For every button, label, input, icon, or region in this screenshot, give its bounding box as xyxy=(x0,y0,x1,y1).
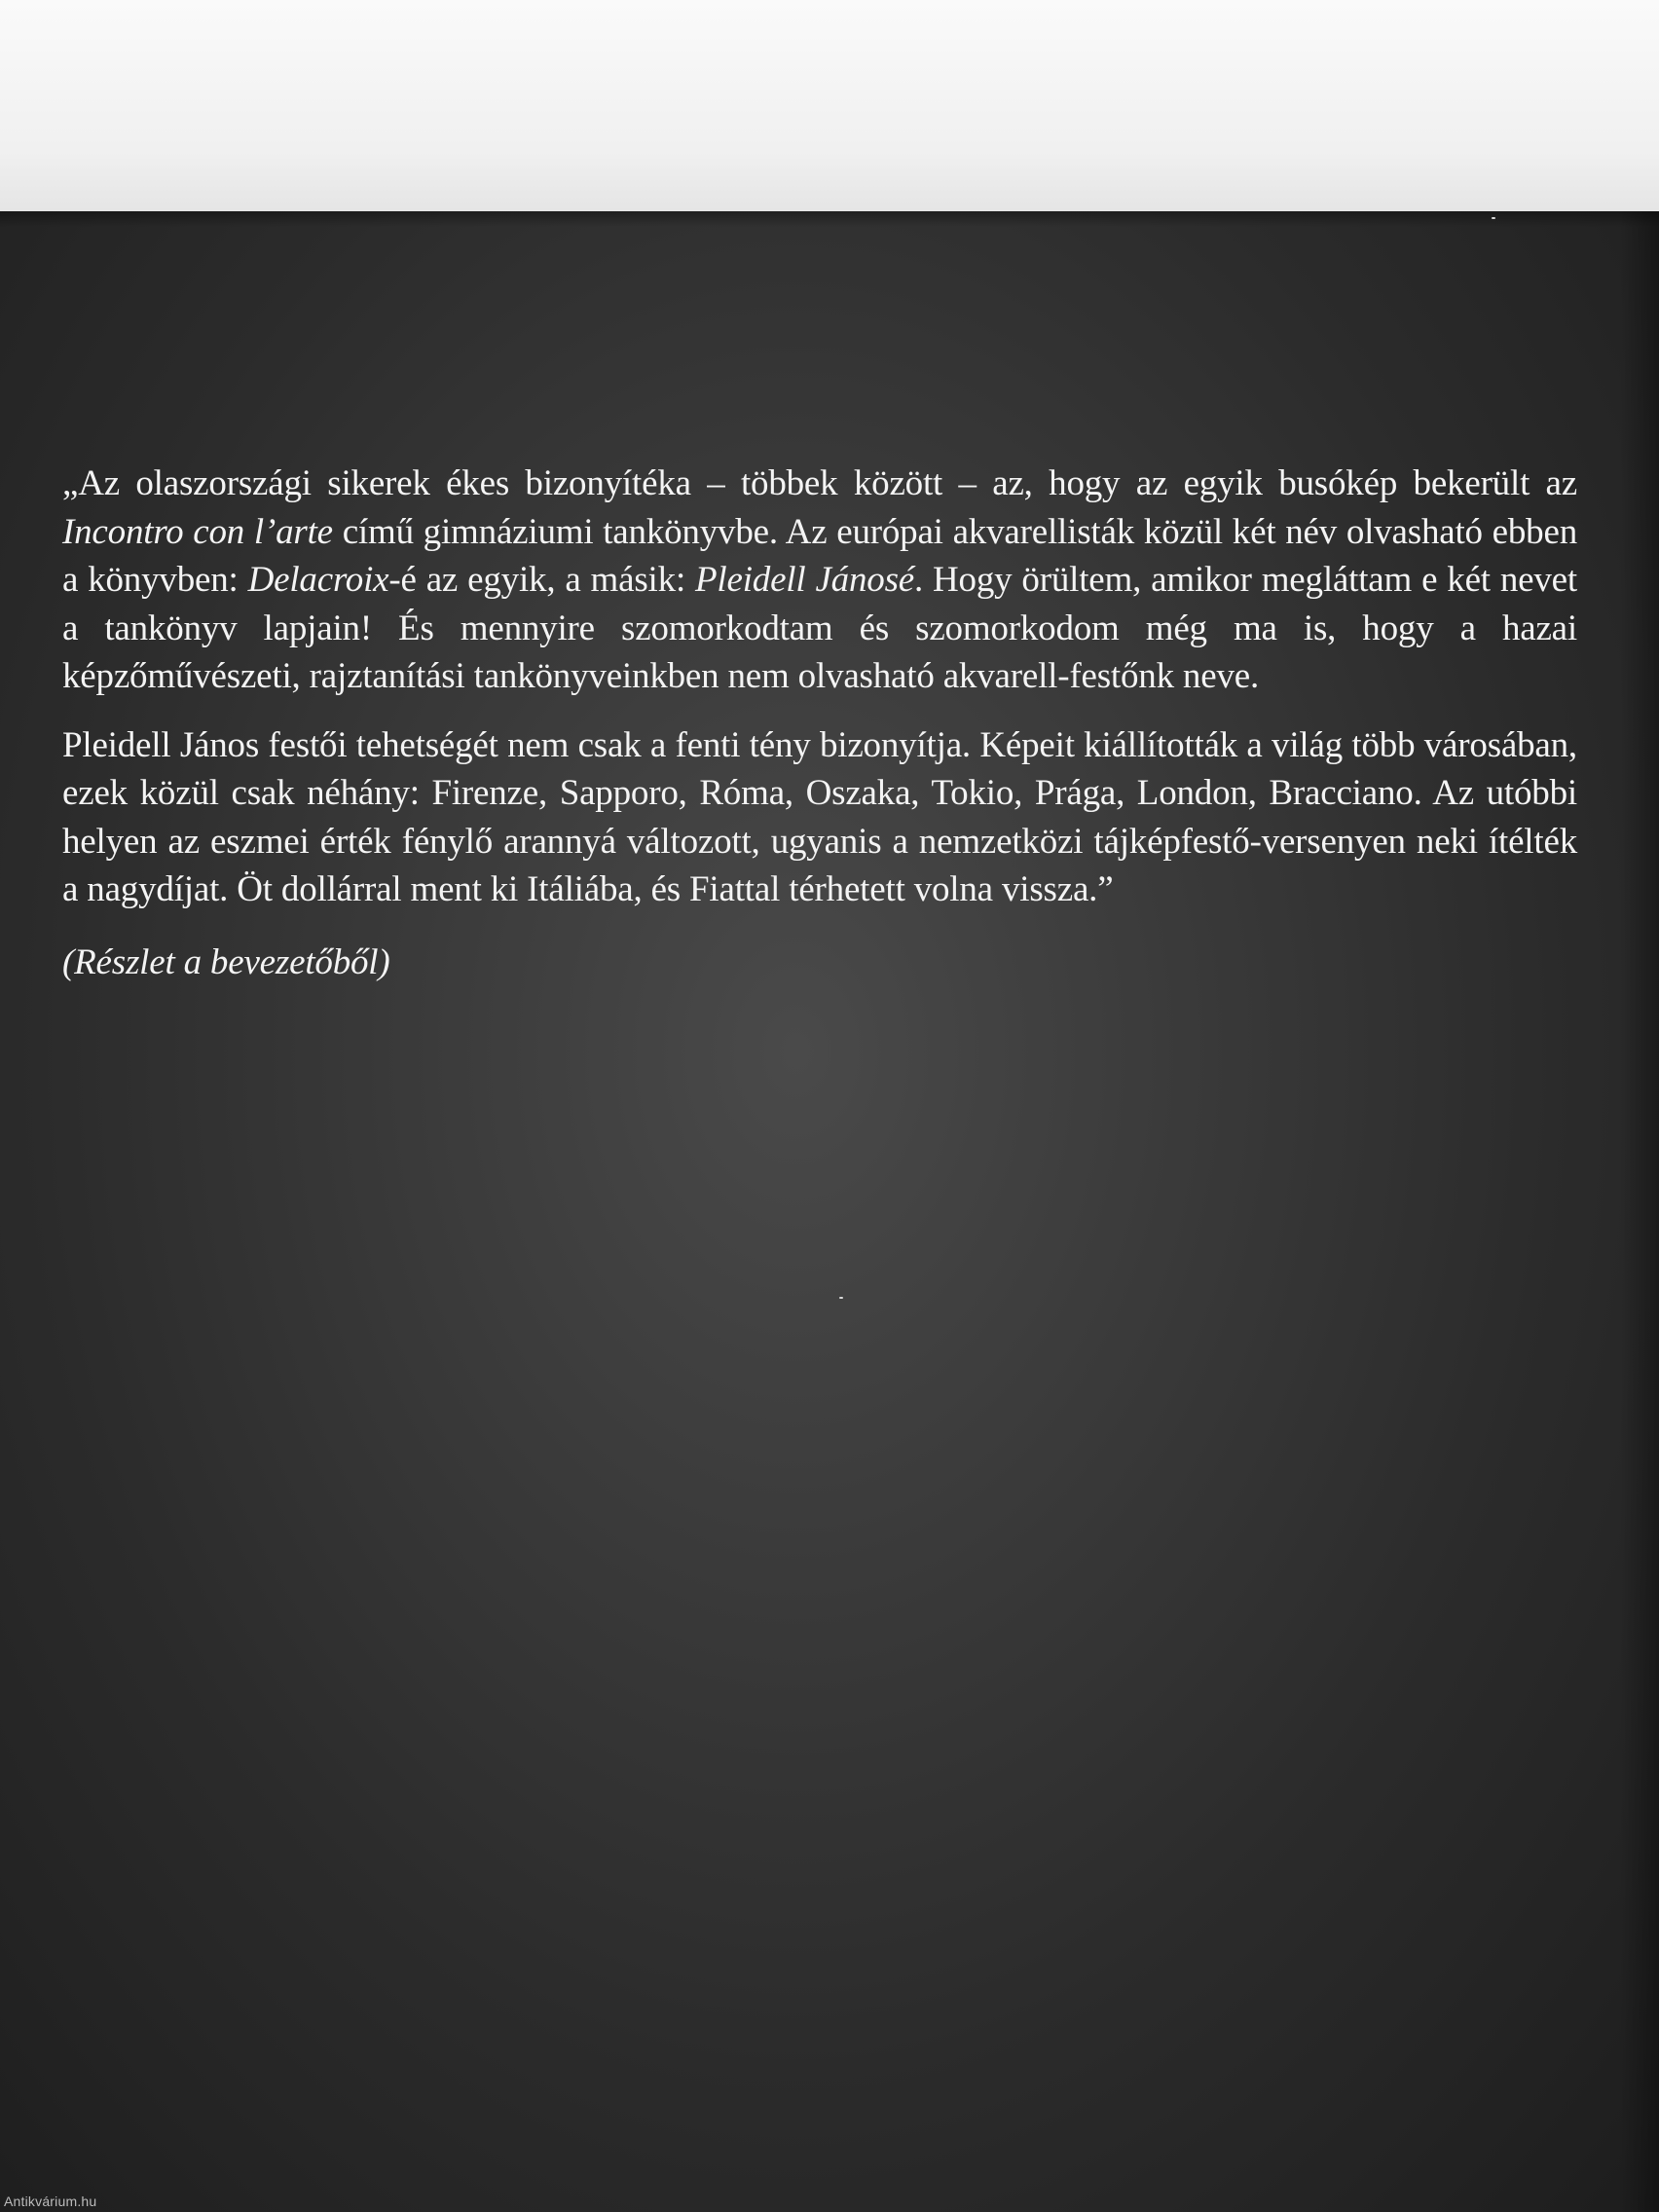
dust-speck xyxy=(839,1297,843,1299)
painter-name-pleidell: Pleidell Jánosé xyxy=(695,560,914,600)
quote-text-segment: . Hogy örültem, amikor megláttam e két nevet a tankönyv lapjain! És mennyire szomorkodtam és szomorkodom még ma is, hogy a hazai képzőművészeti, rajztanítási tankönyveinkben nem olvasható akvarell-festőnk neve. xyxy=(62,560,1577,696)
quote-paragraph-1 xyxy=(62,460,1577,701)
watermark: Antikvárium.hu xyxy=(4,2194,97,2209)
quote-text-segment: „Az olaszországi sikerek ékes bizonyítéka – többek között – az, hogy az egyik busókép bekerült az xyxy=(62,463,1577,503)
dust-speck xyxy=(1492,217,1495,219)
blurb-text xyxy=(62,460,1577,986)
painter-name-delacroix: Delacroix xyxy=(247,560,389,600)
quote-paragraph-2: Pleidell János festői tehetségét nem csak a fenti tény bizonyítja. Képeit kiállították a világ több városában, ezek közül csak néhány: Firenze, Sapporo, Róma, Oszaka, Tokio, Prága, London, Bracciano. Az utóbbi helyen az eszmei érték fénylő arannyá változott, ugyanis a nemzetközi tájképfestő-versenyen neki ítélték a nagydíjat. Öt dollárral ment ki Itáliába, és Fiattal térhetett volna vissza.” xyxy=(62,724,1577,909)
quote-text-segment: című gimnáziumi tankönyvbe. Az európai akvarellisták közül két név olvasható ebben a könyvben: xyxy=(62,511,1577,600)
paper-background xyxy=(0,0,1659,216)
quote-source: (Részlet a bevezetőből) xyxy=(62,941,390,982)
quote-text-segment: -é az egyik, a másik: xyxy=(388,560,695,600)
book-title: Incontro con l’arte xyxy=(62,511,333,552)
